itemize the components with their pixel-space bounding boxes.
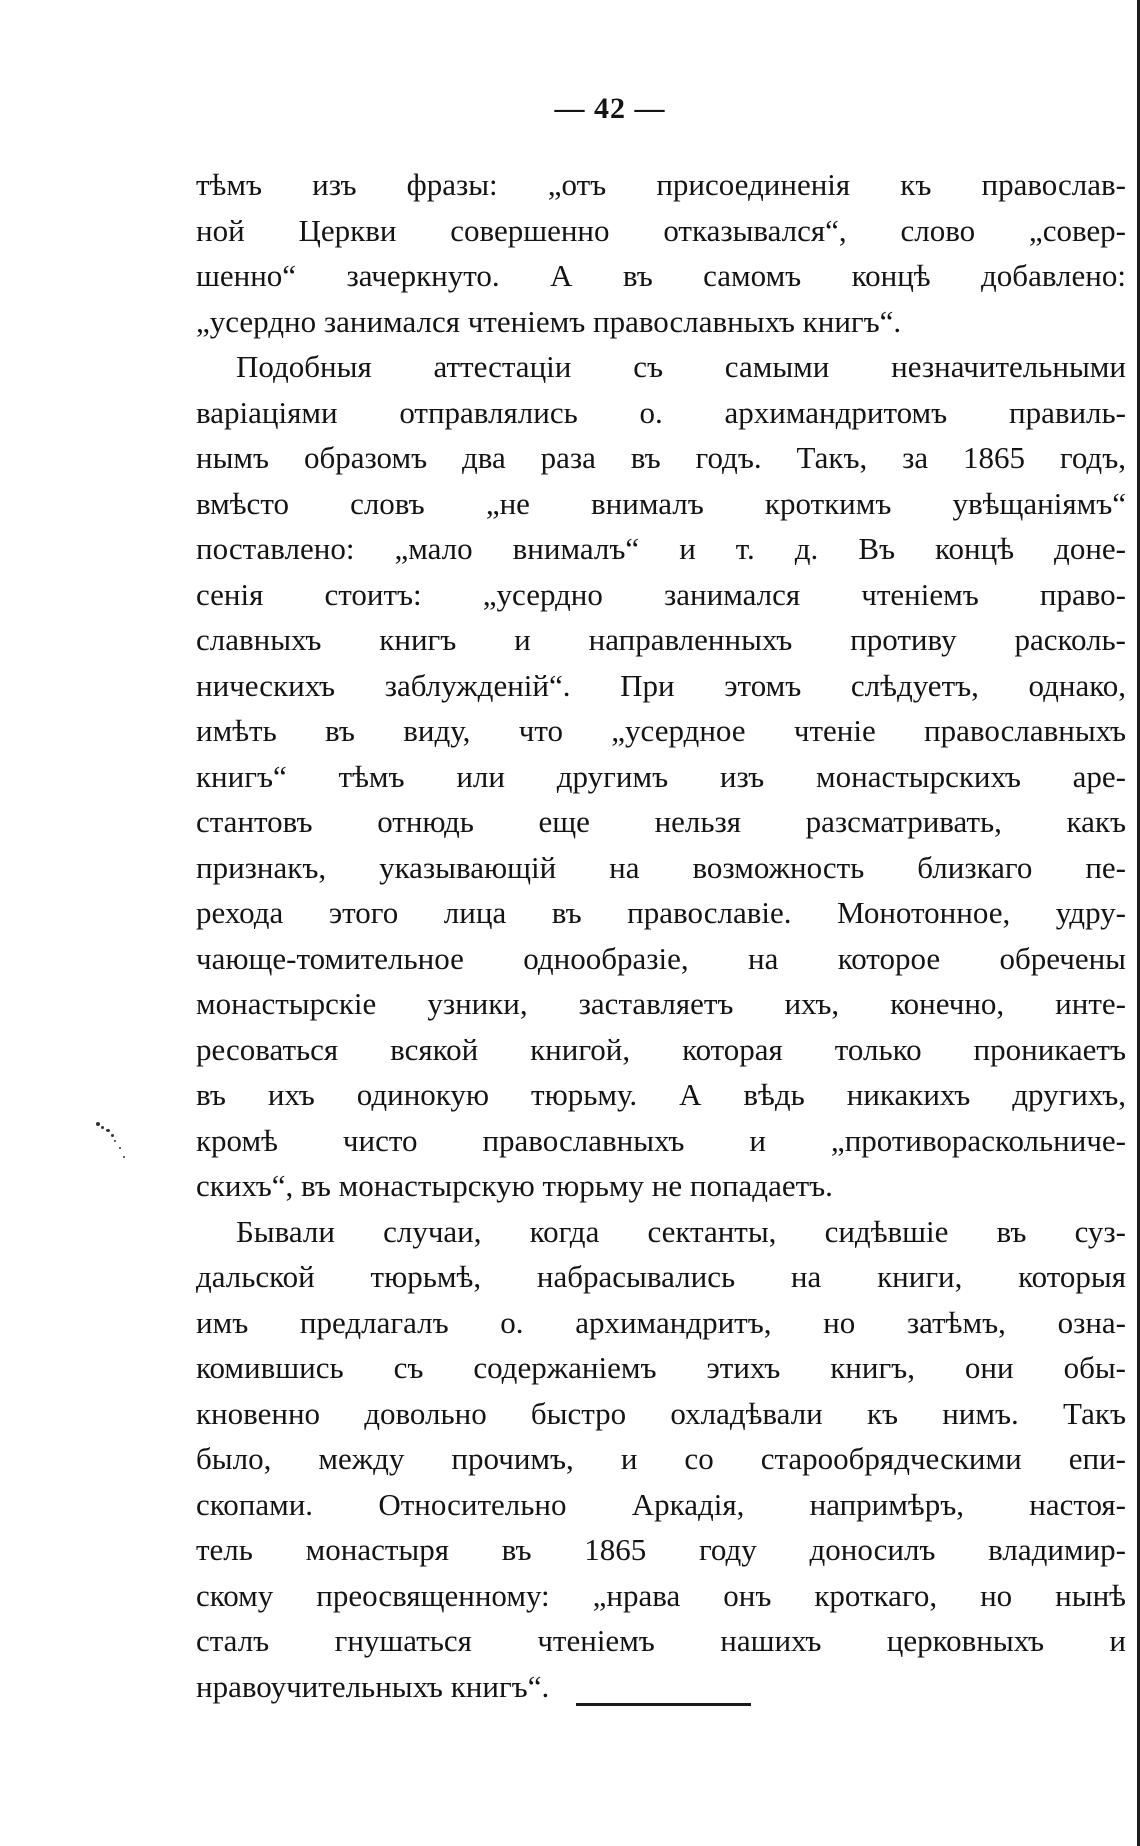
text-line: кновенно довольно быстро охладѣвали къ нимъ. Такъ — [196, 1395, 1126, 1431]
text-line: признакъ, указывающій на возможность близкаго пе- — [196, 849, 1126, 885]
text-line: ресоваться всякой книгой, которая только проникаетъ — [196, 1031, 1126, 1067]
text-line: въ ихъ одинокую тюрьму. А вѣдь никакихъ другихъ, — [196, 1077, 1126, 1112]
text-line: было, между прочимъ, и со старообрядческими епи- — [196, 1441, 1126, 1476]
text-line: книгъ“ тѣмъ или другимъ изъ монастырскихъ аре- — [196, 758, 1126, 794]
text-line: дальской тюрьмѣ, набрасывались на книги, которыя — [196, 1259, 1126, 1294]
text-line: сталъ гнушаться чтеніемъ нашихъ церковныхъ и — [196, 1623, 1126, 1658]
text-line: монастырскіе узники, заставляетъ ихъ, конечно, инте- — [196, 986, 1126, 1021]
text-line: ной Церкви совершенно отказывался“, слово „совер- — [196, 212, 1126, 248]
text-line: рехода этого лица въ православіе. Монотонное, удру- — [196, 895, 1126, 930]
text-body — [196, 162, 1126, 1709]
text-line: варіаціями отправлялись о. архимандритомъ правиль- — [196, 394, 1126, 430]
text-line: стантовъ отнюдь еще нельзя разсматривать, какъ — [196, 804, 1126, 839]
text-line: комившись съ содержаніемъ этихъ книгъ, они обы- — [196, 1350, 1126, 1385]
text-line: Подобныя аттестаціи съ самыми незначительными — [236, 349, 1126, 384]
margin-specks — [92, 1120, 142, 1180]
text-line: вмѣсто словъ „не внималъ кроткимъ увѣщаніямъ“ — [196, 485, 1126, 521]
text-line: сенія стоитъ: „усердно занимался чтеніемъ право- — [196, 576, 1126, 612]
text-line: „усердно занимался чтеніемъ православныхъ книгъ“. — [196, 303, 902, 339]
text-line: имѣть въ виду, что „усердное чтеніе православныхъ — [196, 713, 1126, 748]
text-line: тѣмъ изъ фразы: „отъ присоединенія къ православ- — [196, 167, 1126, 202]
text-line: нравоучительныхъ книгъ“. — [196, 1668, 550, 1704]
text-line: скому преосвященному: „нрава онъ кроткаго, но нынѣ — [196, 1577, 1126, 1613]
text-line: шенно“ зачеркнуто. А въ самомъ концѣ добавлено: — [196, 258, 1126, 293]
text-line: славныхъ книгъ и направленныхъ противу расколь- — [196, 622, 1126, 657]
text-line: имъ предлагалъ о. архимандритъ, но затѣмъ, озна- — [196, 1304, 1126, 1340]
text-line: ническихъ заблужденій“. При этомъ слѣдуетъ, однако, — [196, 667, 1126, 703]
text-line: нымъ образомъ два раза въ годъ. Такъ, за 1865 годъ, — [196, 440, 1126, 475]
text-line: кромѣ чисто православныхъ и „противораскольниче- — [196, 1122, 1126, 1158]
page-number: — 42 — — [554, 92, 666, 125]
text-line: скопами. Относительно Аркадія, напримѣръ, настоя- — [196, 1486, 1126, 1522]
text-line: Бывали случаи, когда сектанты, сидѣвшіе въ суз- — [236, 1213, 1126, 1249]
text-line: поставлено: „мало внималъ“ и т. д. Въ концѣ доне- — [196, 531, 1126, 566]
text-line: тель монастыря въ 1865 году доносилъ владимир- — [196, 1532, 1126, 1567]
footer-rule — [576, 1703, 751, 1706]
text-line: скихъ“, въ монастырскую тюрьму не попадаетъ. — [196, 1168, 833, 1203]
text-line: чающе-томительное однообразіе, на которое обречены — [196, 940, 1126, 976]
